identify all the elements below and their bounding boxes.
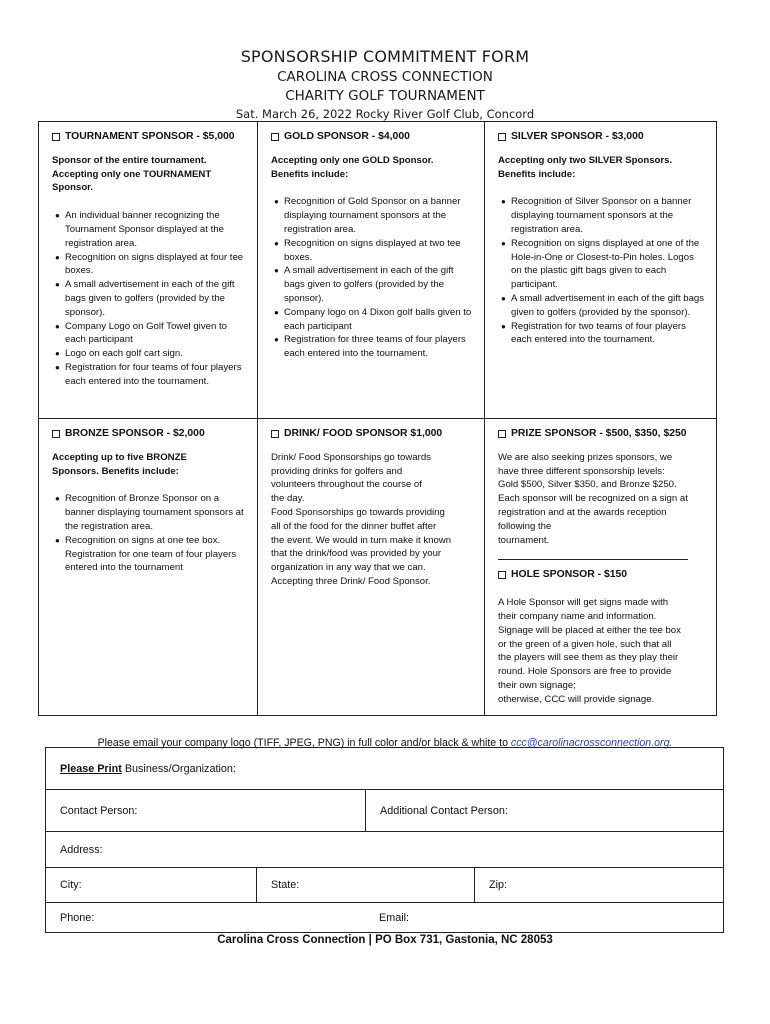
form-title: SPONSORSHIP COMMITMENT FORM: [240, 47, 530, 66]
list-item: ● Registration for three teams of four players each entered into the tournament.: [271, 333, 475, 361]
list-item: ● Logo on each golf cart sign.: [52, 347, 248, 361]
prize-checkbox[interactable]: [498, 430, 506, 438]
gold-intro: Accepting only one GOLD Sponsor. Benefits include:: [271, 154, 434, 180]
prize-sponsor-cell: [485, 419, 716, 715]
sponsorship-grid: [38, 121, 717, 716]
food-sponsor-cell: [258, 419, 485, 715]
hole-heading: HOLE SPONSOR - $150: [511, 569, 628, 581]
tournament-benefits: [52, 209, 248, 388]
tournament-checkbox[interactable]: [52, 133, 60, 141]
bronze-benefits: [52, 492, 248, 575]
org-name: CAROLINA CROSS CONNECTION: [277, 69, 493, 85]
prize-heading: PRIZE SPONSOR - $500, $350, $250: [511, 428, 687, 439]
list-item: ● Registration for four teams of four players each entered into the tournament.: [52, 361, 248, 389]
silver-benefits: [498, 195, 706, 347]
additional-contact-field[interactable]: Additional Contact Person:: [365, 790, 723, 831]
list-item: ● Recognition of Bronze Sponsor on a banner displaying tournament sponsors at the registration area.: [52, 492, 248, 533]
food-checkbox[interactable]: [271, 430, 279, 438]
contact-form: [45, 747, 724, 933]
phone-field[interactable]: Phone:: [60, 911, 95, 924]
gold-checkbox[interactable]: [271, 133, 279, 141]
bronze-checkbox[interactable]: [52, 430, 60, 438]
list-item: ● Recognition of Gold Sponsor on a banner displaying tournament sponsors at the registration area.: [271, 195, 475, 236]
zip-field[interactable]: Zip:: [474, 868, 723, 902]
city-field[interactable]: City:: [60, 879, 82, 891]
email-instructions: Please email your company logo (TIFF, JPEG, PNG) in full color and/or black & white to ccc@carolinacrossconnection.org.: [97, 737, 673, 749]
business-field[interactable]: [46, 748, 723, 789]
bronze-heading: BRONZE SPONSOR - $2,000: [65, 428, 205, 439]
list-item: ● An individual banner recognizing the Tournament Sponsor displayed at the registration area.: [52, 209, 248, 250]
silver-sponsor-cell: [485, 122, 716, 418]
prize-description: We are also seeking prizes sponsors, we have three different sponsorship levels: Gold $500, Silver $350, and Bronze $250. Each sponsor will be recognized on a sign at registration and at the awards reception following the tournament.: [498, 451, 688, 546]
list-item: ● Company Logo on Golf Towel given to each participant: [52, 320, 248, 348]
list-item: ● Recognition on signs displayed at four tee boxes.: [52, 251, 248, 279]
tournament-sponsor-cell: [39, 122, 258, 418]
bronze-sponsor-cell: [39, 419, 258, 715]
divider: [498, 559, 688, 560]
silver-intro: Accepting only two SILVER Sponsors. Benefits include:: [498, 154, 673, 180]
list-item: ● Recognition on signs displayed at two tee boxes.: [271, 237, 475, 265]
hole-checkbox[interactable]: [498, 571, 506, 579]
list-item: ● Recognition of Silver Sponsor on a banner displaying tournament sponsors at the registration area.: [498, 195, 706, 236]
silver-heading: SILVER SPONSOR - $3,000: [511, 131, 644, 142]
list-item: ● Company logo on 4 Dixon golf balls given to each participant: [271, 306, 475, 334]
email-field[interactable]: Email:: [379, 911, 409, 924]
address-field[interactable]: Address:: [60, 843, 103, 856]
gold-benefits: [271, 195, 475, 361]
list-item: ● Recognition on signs displayed at one of the Hole-in-One or Closest-to-Pin holes. Logos on the plastic gift bags given to each participant.: [498, 237, 706, 292]
hole-description: A Hole Sponsor will get signs made with their company name and information. Signage will be placed at either the tee box or the green of a given hole, such that all the players will see them as they play their round. Hole Sponsors are free to provide their own signage; otherwise, CCC will provide signage.: [498, 597, 681, 705]
gold-heading: GOLD SPONSOR - $4,000: [284, 131, 410, 142]
tournament-heading: TOURNAMENT SPONSOR - $5,000: [65, 131, 235, 142]
list-item: ● A small advertisement in each of the gift bags given to golfers (provided by the sponsor).: [498, 292, 706, 320]
date-location: Sat. March 26, 2022 Rocky River Golf Club, Concord: [235, 107, 535, 121]
email-link[interactable]: ccc@carolinacrossconnection.org.: [510, 737, 673, 749]
gold-sponsor-cell: [258, 122, 485, 418]
list-item: ● A small advertisement in each of the gift bags given to golfers (provided by the sponsor).: [271, 264, 475, 305]
contact-person-field[interactable]: Contact Person:: [60, 804, 138, 817]
food-heading: DRINK/ FOOD SPONSOR $1,000: [284, 428, 443, 439]
bronze-intro: Accepting up to five BRONZE Sponsors. Benefits include:: [52, 451, 187, 477]
footer-address: Carolina Cross Connection | PO Box 731, Gastonia, NC 28053: [217, 934, 553, 946]
food-description: Drink/ Food Sponsorships go towards providing drinks for golfers and volunteers throughout the course of the day. Food Sponsorships go towards providing all of the food for the dinner buffet after the event. We would in turn make it known that the drink/food was provided by your organization in any way that we can. Accepting three Drink/ Food Sponsor.: [271, 451, 452, 587]
state-field[interactable]: State:: [256, 868, 474, 902]
event-name: CHARITY GOLF TOURNAMENT: [285, 88, 485, 104]
list-item: ● Registration for two teams of four players each entered into the tournament.: [498, 320, 706, 348]
list-item: ● A small advertisement in each of the gift bags given to golfers (provided by the sponsor).: [52, 278, 248, 319]
silver-checkbox[interactable]: [498, 133, 506, 141]
please-print-label: Please Print: [60, 762, 122, 775]
list-item: ● Recognition on signs at one tee box. Registration for one team of four players entered into the tournament: [52, 534, 248, 575]
business-label: Business/Organization:: [124, 762, 236, 775]
tournament-intro: Sponsor of the entire tournament. Accepting only one TOURNAMENT Sponsor.: [52, 154, 212, 194]
